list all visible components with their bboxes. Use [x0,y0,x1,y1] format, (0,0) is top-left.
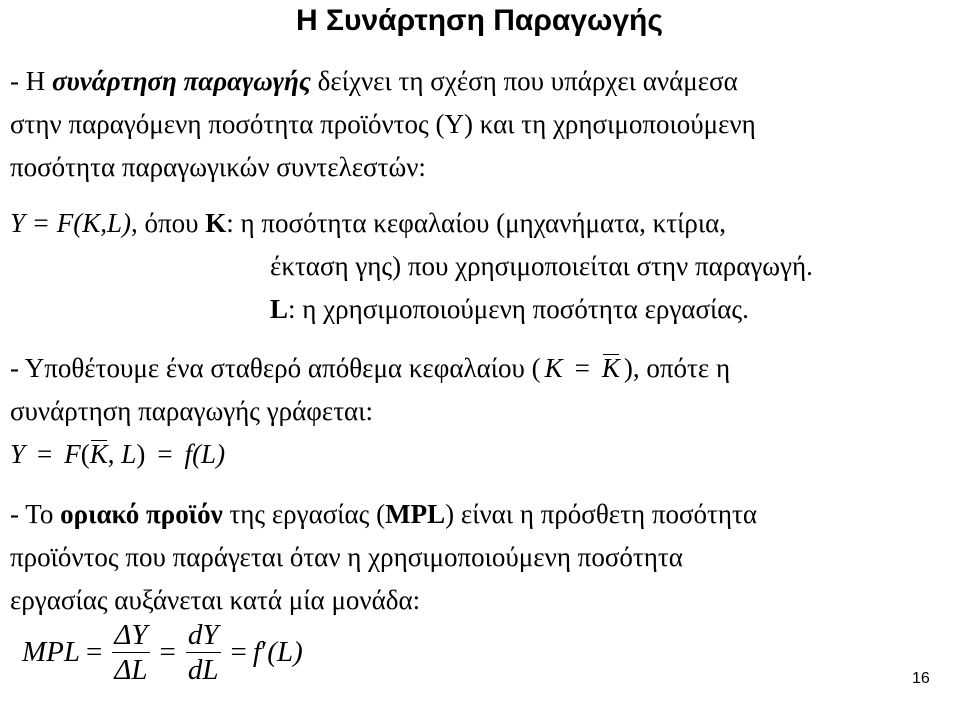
term-production-function: συνάρτηση παραγωγής [52,66,311,96]
assumption-line-1: - Υποθέτουμε ένα σταθερό απόθεμα κεφαλαίου ( K = K ), οπότε η [10,353,731,383]
intro-line-1: - Η συνάρτηση παραγωγής δείχνει τη σχέση που υπάρχει ανάμεσα [10,66,738,96]
equals-sign: = [574,353,590,383]
assumption-line-2: συνάρτηση παραγωγής γράφεται: [10,396,373,426]
mpl-definition-line-3: εργασίας αυξάνεται κατά μία μονάδα: [10,585,421,615]
delta-fraction: $\frac{\Delta Y}{\Delta L}$ [114,619,148,686]
slide-title: Η Συνάρτηση Παραγωγής [296,4,663,37]
fixed-capital-symbol: K [601,353,620,383]
production-function-formula: Y = F(K,L) [10,208,131,238]
definition-line-1: Y = F(K,L), όπου Κ: η ποσότητα κεφαλαίου (μηχανήματα, κτίρια, [10,208,727,238]
term-marginal-product: οριακό προϊόν [60,499,223,529]
derivative-fraction: $\frac{dY}{dL}$ [187,619,219,686]
fixed-capital-symbol: K [89,439,108,469]
mpl-abbreviation: MPL [385,499,446,529]
mpl-definition-line-2: προϊόντος που παράγεται όταν η χρησιμοποιούμενη ποσότητα [10,542,683,572]
mpl-formula: MPL = $\frac{\Delta Y}{\Delta L}$ = $\frac{dY}{dL}$ = f′(L) [22,619,303,686]
intro-line-2: στην παραγόμενη ποσότητα προϊόντος (Υ) και τη χρησιμοποιούμενη [10,109,756,139]
capital-variable: K [544,353,563,383]
labor-symbol: L [270,294,289,324]
intro-line-3: ποσότητα παραγωγικών συντελεστών: [10,152,426,182]
definition-line-2: έκταση γης) που χρησιμοποιείται στην παραγωγή. [270,251,813,281]
capital-symbol: Κ [205,208,227,238]
page-number: 16 [912,670,930,687]
mpl-definition-line-1: - Το οριακό προϊόν της εργασίας (MPL) είναι η πρόσθετη ποσότητα [10,499,758,529]
definition-line-3: L: η χρησιμοποιούμενη ποσότητα εργασίας. [270,294,749,324]
short-run-production-formula: Y = F(K, L) = f(L) [10,439,226,469]
